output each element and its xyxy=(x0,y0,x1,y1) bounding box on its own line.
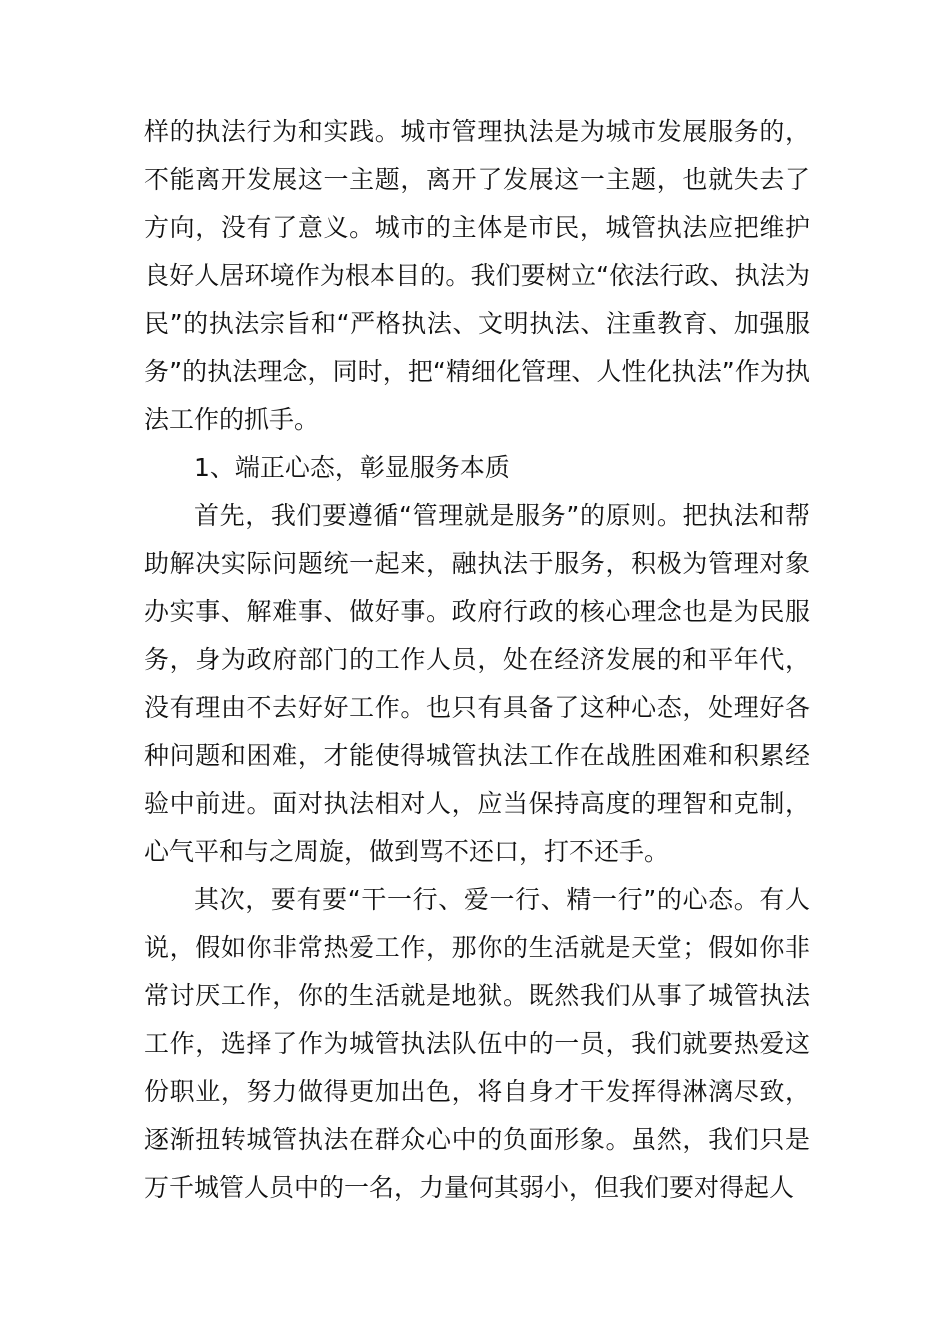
document-body xyxy=(144,108,810,1212)
section-heading: 1、端正心态，彰显服务本质 xyxy=(194,453,510,482)
paragraph-second: 其次，要有要“干一行、爱一行、精一行”的心态。有人说，假如你非常热爱工作，那你的生活就是天堂；假如你非常讨厌工作，你的生活就是地狱。既然我们从事了城管执法工作，选择了作为城管执法队伍中的一员，我们就要热爱这份职业，努力做得更加出色，将自身才干发挥得淋漓尽致，逐渐扭转城管执法在群众心中的负面形象。虽然，我们只是万千城管人员中的一名，力量何其弱小，但我们要对得起人 xyxy=(144,885,810,1202)
paragraph-first: 首先，我们要遵循“管理就是服务”的原则。把执法和帮助解决实际问题统一起来，融执法于服务，积极为管理对象办实事、解难事、做好事。政府行政的核心理念也是为民服务，身为政府部门的工作人员，处在经济发展的和平年代，没有理由不去好好工作。也只有具备了这种心态，处理好各种问题和困难，才能使得城管执法工作在战胜困难和积累经验中前进。面对执法相对人，应当保持高度的理智和克制，心气平和与之周旋，做到骂不还口，打不还手。 xyxy=(144,501,810,866)
paragraph-continuation: 样的执法行为和实践。城市管理执法是为城市发展服务的，不能离开发展这一主题，离开了发展这一主题，也就失去了方向，没有了意义。城市的主体是市民，城管执法应把维护良好人居环境作为根本目的。我们要树立“依法行政、执法为民”的执法宗旨和“严格执法、文明执法、注重教育、加强服务”的执法理念，同时，把“精细化管理、人性化执法”作为执法工作的抓手。 xyxy=(144,117,810,434)
